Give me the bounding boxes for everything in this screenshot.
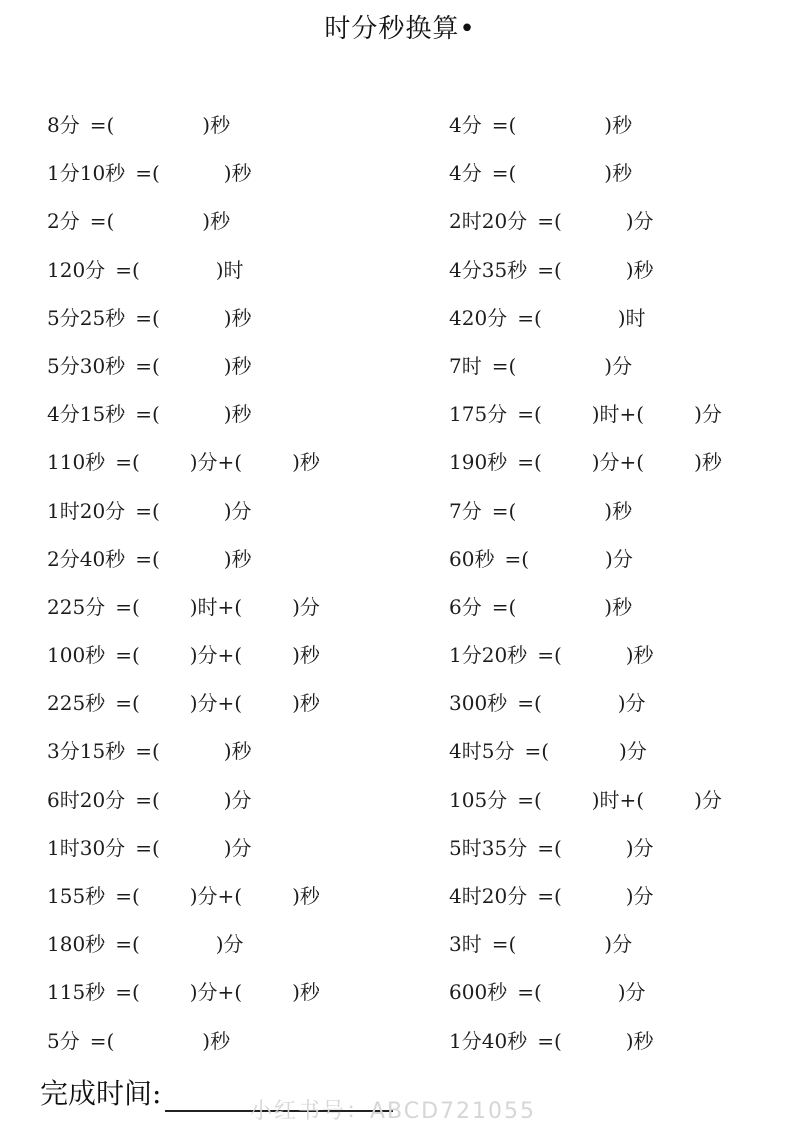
right-problem-column [449,101,722,1065]
problem-quantity: 100秒 [47,643,106,668]
unit-label: )秒 [694,450,722,475]
conversion-problem [47,246,320,294]
problem-quantity: 115秒 [47,980,106,1005]
problem-quantity: 7时 [449,353,482,378]
conversion-problem [47,101,320,149]
problem-quantity: 225分 [47,594,106,619]
problem-quantity: 5分 [47,1028,80,1053]
unit-label: )分 [292,594,320,619]
unit-label: )秒 [292,643,320,668]
unit-label: )分 [694,402,722,427]
unit-label: )时+( [189,594,243,619]
equals-paren: =( [517,691,542,716]
conversion-problem [47,968,320,1016]
completion-time-label: 完成时间: [40,1077,162,1110]
problem-quantity: 4时5分 [449,739,515,764]
equals-paren: =( [491,113,517,137]
problem-quantity: 1时20分 [47,498,126,523]
unit-label: )分 [617,980,646,1005]
conversion-problem [449,824,722,872]
unit-label: )分 [604,932,633,957]
unit-label: )分+( [189,980,243,1005]
conversion-problem [449,390,722,438]
problem-quantity: 190秒 [449,450,508,475]
unit-label: )时 [215,257,244,282]
conversion-problem [47,1017,320,1065]
unit-label: )分+( [189,643,243,668]
equals-paren: =( [135,402,160,427]
unit-label: )秒 [202,209,231,234]
conversion-problem [449,872,722,920]
equals-paren: =( [537,1028,562,1053]
equals-paren: =( [537,257,562,282]
unit-label: )秒 [604,498,633,523]
unit-label: )秒 [223,546,252,571]
unit-label: )分 [605,546,633,571]
unit-label: )秒 [604,594,633,619]
unit-label: )分 [625,884,654,908]
equals-paren: =( [537,835,562,860]
problem-quantity: 2分40秒 [47,546,126,571]
equals-paren: =( [491,932,517,957]
conversion-problem [449,294,722,342]
conversion-problem [47,149,320,197]
problem-quantity: 1时30分 [47,835,126,860]
equals-paren: =( [135,546,160,571]
conversion-problem [449,246,722,294]
problem-quantity: 3时 [449,932,482,957]
equals-paren: =( [135,498,160,523]
unit-label: )分+( [591,450,645,475]
unit-label: )分 [604,353,633,378]
conversion-problem [47,920,320,968]
equals-paren: =( [89,113,115,137]
conversion-problem [449,679,722,727]
unit-label: )时+( [591,787,645,812]
unit-label: )秒 [223,305,252,330]
conversion-problem [47,438,320,486]
unit-label: )分+( [189,884,243,908]
equals-paren: =( [135,305,160,330]
problem-quantity: 120分 [47,257,106,282]
problem-quantity: 420分 [449,305,508,330]
unit-label: )分 [625,209,654,234]
equals-paren: =( [491,353,517,378]
equals-paren: =( [517,787,542,812]
unit-label: )秒 [223,353,252,378]
conversion-problem [47,583,320,631]
unit-label: )时 [617,305,646,330]
conversion-problem [449,487,722,535]
problem-quantity: 225秒 [47,691,106,716]
conversion-problem [449,101,722,149]
unit-label: )秒 [604,113,633,137]
conversion-problem [47,487,320,535]
problem-quantity: 2时20分 [449,209,528,234]
problem-quantity: 6时20分 [47,787,126,812]
equals-paren: =( [89,1028,115,1053]
problem-quantity: 4分35秒 [449,257,528,282]
conversion-problem [449,197,722,245]
problem-quantity: 8分 [47,113,80,137]
problem-quantity: 2分 [47,209,80,234]
equals-paren: =( [491,498,517,523]
conversion-problem [449,149,722,197]
equals-paren: =( [135,787,160,812]
conversion-problem [449,583,722,631]
equals-paren: =( [491,594,517,619]
unit-label: )时+( [591,402,645,427]
conversion-problem [47,535,320,583]
problem-quantity: 4时20分 [449,884,528,908]
equals-paren: =( [517,450,542,475]
equals-paren: =( [537,209,562,234]
equals-paren: =( [115,594,140,619]
conversion-problem [47,679,320,727]
conversion-problem [449,776,722,824]
problem-quantity: 4分 [449,161,482,186]
equals-paren: =( [115,643,140,668]
equals-paren: =( [517,980,542,1005]
unit-label: )秒 [604,161,633,186]
equals-paren: =( [115,980,140,1005]
equals-paren: =( [517,402,542,427]
conversion-problem [449,727,722,775]
problem-quantity: 5分30秒 [47,353,126,378]
problem-quantity: 6分 [449,594,482,619]
problem-quantity: 180秒 [47,932,106,957]
unit-label: )秒 [292,450,320,475]
problem-quantity: 105分 [449,787,508,812]
conversion-problem [47,390,320,438]
conversion-problem [449,920,722,968]
conversion-problem [47,776,320,824]
equals-paren: =( [135,161,160,186]
conversion-problem [449,1017,722,1065]
problem-quantity: 600秒 [449,980,508,1005]
unit-label: )秒 [223,161,252,186]
conversion-problem [47,197,320,245]
conversion-problem [449,535,722,583]
equals-paren: =( [504,546,530,571]
unit-label: )分 [694,787,722,812]
conversion-problem [47,294,320,342]
unit-label: )秒 [292,691,320,716]
unit-label: )分 [619,739,647,764]
problem-quantity: 175分 [449,402,508,427]
equals-paren: =( [135,739,160,764]
unit-label: )秒 [202,1028,231,1053]
problem-quantity: 7分 [449,498,482,523]
unit-label: )分 [223,787,252,812]
conversion-problem [47,342,320,390]
equals-paren: =( [115,450,140,475]
problem-quantity: 155秒 [47,884,106,908]
conversion-problem [47,872,320,920]
unit-label: )秒 [202,113,231,137]
equals-paren: =( [115,884,140,908]
unit-label: )秒 [223,739,252,764]
equals-paren: =( [517,305,542,330]
problem-quantity: 110秒 [47,450,106,475]
equals-paren: =( [135,835,160,860]
unit-label: )秒 [292,884,320,908]
unit-label: )分+( [189,691,243,716]
unit-label: )分+( [189,450,243,475]
problem-quantity: 1分20秒 [449,643,528,668]
equals-paren: =( [524,739,550,764]
problem-quantity: 1分40秒 [449,1028,528,1053]
unit-label: )分 [223,498,252,523]
unit-label: )秒 [625,257,654,282]
watermark-text: 小红书号：ABCD721055 [250,1099,537,1124]
unit-label: )秒 [223,402,252,427]
problem-quantity: 60秒 [449,546,495,571]
equals-paren: =( [115,257,140,282]
conversion-problem [47,727,320,775]
problem-quantity: 4分15秒 [47,402,126,427]
unit-label: )秒 [292,980,320,1005]
unit-label: )秒 [625,643,654,668]
conversion-problem [449,968,722,1016]
problem-quantity: 3分15秒 [47,739,126,764]
unit-label: )分 [617,691,646,716]
left-problem-column [47,101,320,1065]
problem-quantity: 1分10秒 [47,161,126,186]
unit-label: )分 [223,835,252,860]
equals-paren: =( [537,643,562,668]
equals-paren: =( [537,884,562,908]
equals-paren: =( [135,353,160,378]
equals-paren: =( [89,209,115,234]
equals-paren: =( [115,691,140,716]
problem-quantity: 4分 [449,113,482,137]
conversion-problem [449,631,722,679]
unit-label: )秒 [625,1028,654,1053]
equals-paren: =( [491,161,517,186]
problem-quantity: 300秒 [449,691,508,716]
worksheet-title: 时分秒换算• [324,14,476,44]
conversion-problem [449,438,722,486]
problem-quantity: 5分25秒 [47,305,126,330]
problem-quantity: 5时35分 [449,835,528,860]
equals-paren: =( [115,932,140,957]
conversion-problem [47,824,320,872]
unit-label: )分 [625,835,654,860]
conversion-problem [449,342,722,390]
conversion-problem [47,631,320,679]
unit-label: )分 [215,932,244,957]
